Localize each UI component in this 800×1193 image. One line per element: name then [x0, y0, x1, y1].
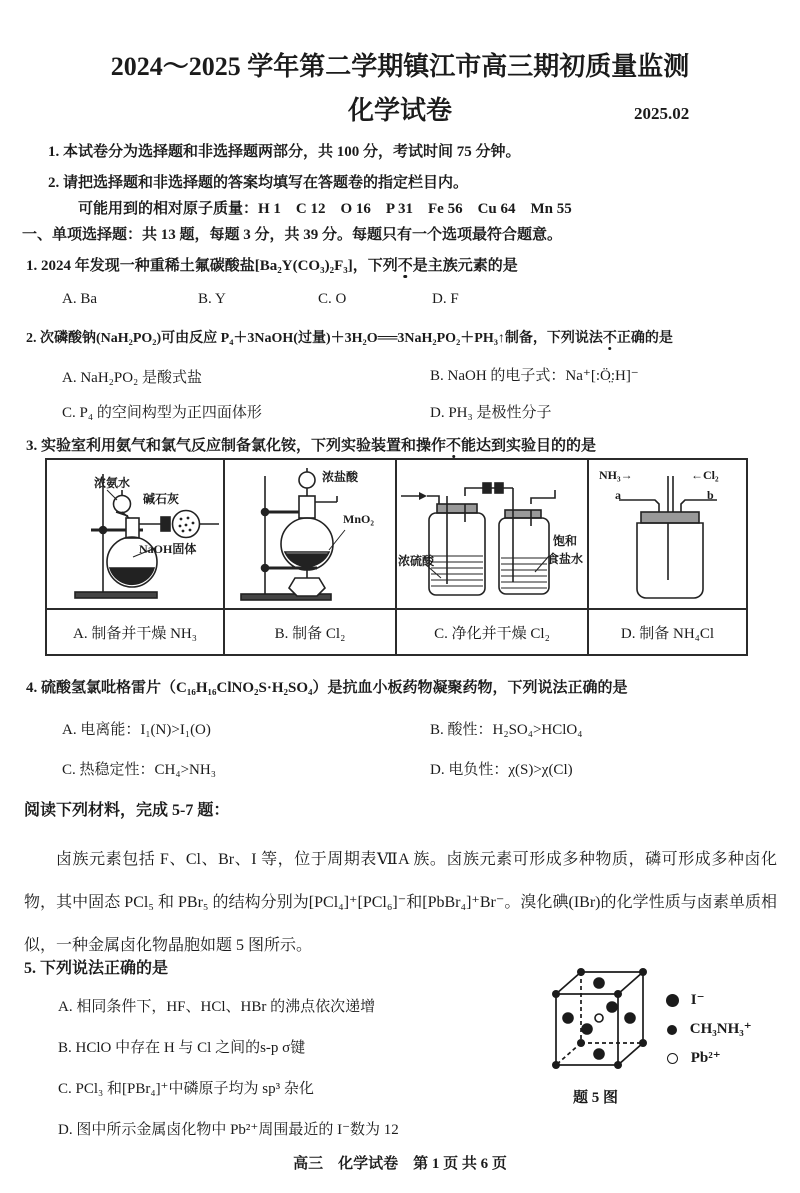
crystal-cube-figure — [548, 962, 660, 1080]
note-2: 2. 请把选择题和非选择题的答案均填写在答题卷的指定栏目内。 — [48, 175, 469, 191]
q2-option-d: D. PH₃ 是极性分子 — [430, 405, 552, 421]
label-brine: 食盐水 — [547, 552, 584, 566]
label-naoh-solid: NaOH固体 — [139, 542, 197, 556]
q5-option-b: B. HClO 中存在 H 与 Cl 之间的s-p σ键 — [58, 1040, 306, 1056]
apparatus-b-label: B. 制备 Cl₂ — [225, 610, 397, 654]
legend-methylammonium: CH₃NH₃⁺ — [667, 1019, 752, 1038]
nh3-apparatus-drawing — [47, 460, 225, 608]
q4-option-b: B. 酸性：H₂SO₄>HClO₄ — [430, 722, 583, 738]
apparatus-a-label: A. 制备并干燥 NH₃ — [47, 610, 225, 654]
label-concentrated-h2so4: 浓硫酸 — [398, 554, 435, 568]
apparatus-b-diagram — [225, 460, 397, 608]
apparatus-d-label: D. 制备 NH₄Cl — [620, 625, 715, 642]
section-header: 一、单项选择题：共 13 题，每题 3 分，共 39 分。每题只有一个选项最符合题意。 — [22, 227, 563, 243]
exam-subtitle: 化学试卷 — [347, 96, 452, 125]
apparatus-a-diagram — [47, 460, 225, 608]
small-filled-circle-icon — [667, 1025, 677, 1035]
q5-option-c: C. PCl₃ 和[PBr₄]⁺中磷原子均为 sp³ 杂化 — [58, 1081, 314, 1097]
emphasized-char: 不 — [602, 331, 617, 346]
legend-lead: Pb²⁺ — [667, 1048, 721, 1067]
label-cl2-inlet: ←Cl₂ — [691, 468, 719, 482]
question-3-stem: 3. 实验室利用氨气和氯气反应制备氯化铵，下列实验装置和操作不能达到实验目的的是 — [26, 438, 597, 454]
q1-option-d: D. F — [432, 291, 459, 307]
q5-option-d: D. 图中所示金属卤化物中 Pb²⁺周围最近的 I⁻数为 12 — [58, 1122, 399, 1138]
atomic-masses: 可能用到的相对原子质量：H 1 C 12 O 16 P 31 Fe 56 Cu 64 Mn 55 — [78, 201, 572, 217]
label-nh3-inlet: NH₃→ — [599, 468, 633, 482]
q2-option-a: A. NaH₂PO₂ 是酸式盐 — [62, 370, 203, 386]
apparatus-c-label: C. 净化并干燥 Cl₂ — [397, 610, 589, 654]
q1-option-b: B. Y — [198, 291, 226, 307]
legend-iodide: I⁻ — [666, 990, 705, 1009]
label-concentrated-hcl: 浓盐酸 — [322, 470, 359, 484]
q4-option-d: D. 电负性：χ(S)>χ(Cl) — [430, 762, 573, 778]
question-1-stem: 1. 2024 年发现一种重稀土氟碳酸盐[Ba₂Y(CO₃)₂F₃]，下列不是主族元素的是 — [26, 258, 518, 274]
center-ion-pb — [595, 1014, 603, 1022]
exam-title: 2024～2025 学年第二学期镇江市高三期初质量监测 — [110, 52, 690, 81]
question-5-stem: 5. 下列说法正确的是 — [24, 960, 169, 977]
label-tube-a: a — [615, 488, 621, 502]
q2-option-c: C. P₄ 的空间构型为正四面体形 — [62, 405, 262, 421]
q4-option-c: C. 热稳定性：CH₄>NH₃ — [62, 762, 216, 778]
question-4-stem: 4. 硫酸氢氯吡格雷片（C₁₆H₁₆ClNO₂S·H₂SO₄）是抗血小板药物凝聚药物，下列说法正确的是 — [26, 680, 628, 696]
label-soda-lime: 碱石灰 — [143, 492, 180, 506]
apparatus-d-diagram — [589, 460, 746, 608]
open-circle-icon — [667, 1053, 678, 1064]
q1-option-a: A. Ba — [62, 291, 97, 307]
label-tube-b: b — [707, 488, 714, 502]
question-2-stem: 2. 次磷酸钠(NaH₂PO₂)可由反应 P₄＋3NaOH(过量)＋3H₂O══3NaH₂PO₂＋PH₃↑制备，下列说法不正确的是 — [26, 331, 673, 346]
emphasized-char: 不 — [397, 258, 413, 274]
q1-option-c: C. O — [318, 291, 347, 307]
reading-intro: 阅读下列材料，完成 5-7 题： — [24, 802, 230, 819]
label-concentrated-ammonia: 浓氨水 — [94, 476, 131, 490]
reading-paragraph: 卤族元素包括 F、Cl、Br、I 等，位于周期表ⅦA 族。卤族元素可形成多种物质，磷可形成多种卤化物，其中固态 PCl₅ 和 PBr₅ 的结构分别为[PCl₄]⁺[PCl₆]⁻和[PbBr₄]⁺Br⁻。溴化碘(IBr)的化学性质与卤素单质相似，一种金属卤化物晶胞如题 5 图所示。 — [24, 851, 777, 954]
note-1: 1. 本试卷分为选择题和非选择题两部分，共 100 分，考试时间 75 分钟。 — [48, 144, 521, 160]
exam-date: 2025.02 — [634, 104, 690, 123]
figure-caption: 题 5 图 — [573, 1090, 619, 1106]
apparatus-c-diagram — [397, 460, 589, 608]
label-mno2: MnO₂ — [343, 512, 374, 526]
q2-option-b: B. NaOH 的电子式：Na⁺[:Ö̤:H]⁻ — [430, 368, 639, 384]
q4-option-a: A. 电离能：I₁(N)>I₁(O) — [62, 722, 211, 738]
page-footer: 高三 化学试卷 第 1 页 共 6 页 — [293, 1156, 507, 1172]
emphasized-char: 不 — [446, 438, 462, 454]
apparatus-table — [45, 458, 748, 656]
label-saturated: 饱和 — [553, 534, 578, 548]
q5-option-a: A. 相同条件下，HF、HCl、HBr 的沸点依次递增 — [58, 999, 376, 1015]
large-filled-circle-icon — [666, 994, 679, 1007]
cl2-apparatus-drawing — [225, 460, 397, 608]
